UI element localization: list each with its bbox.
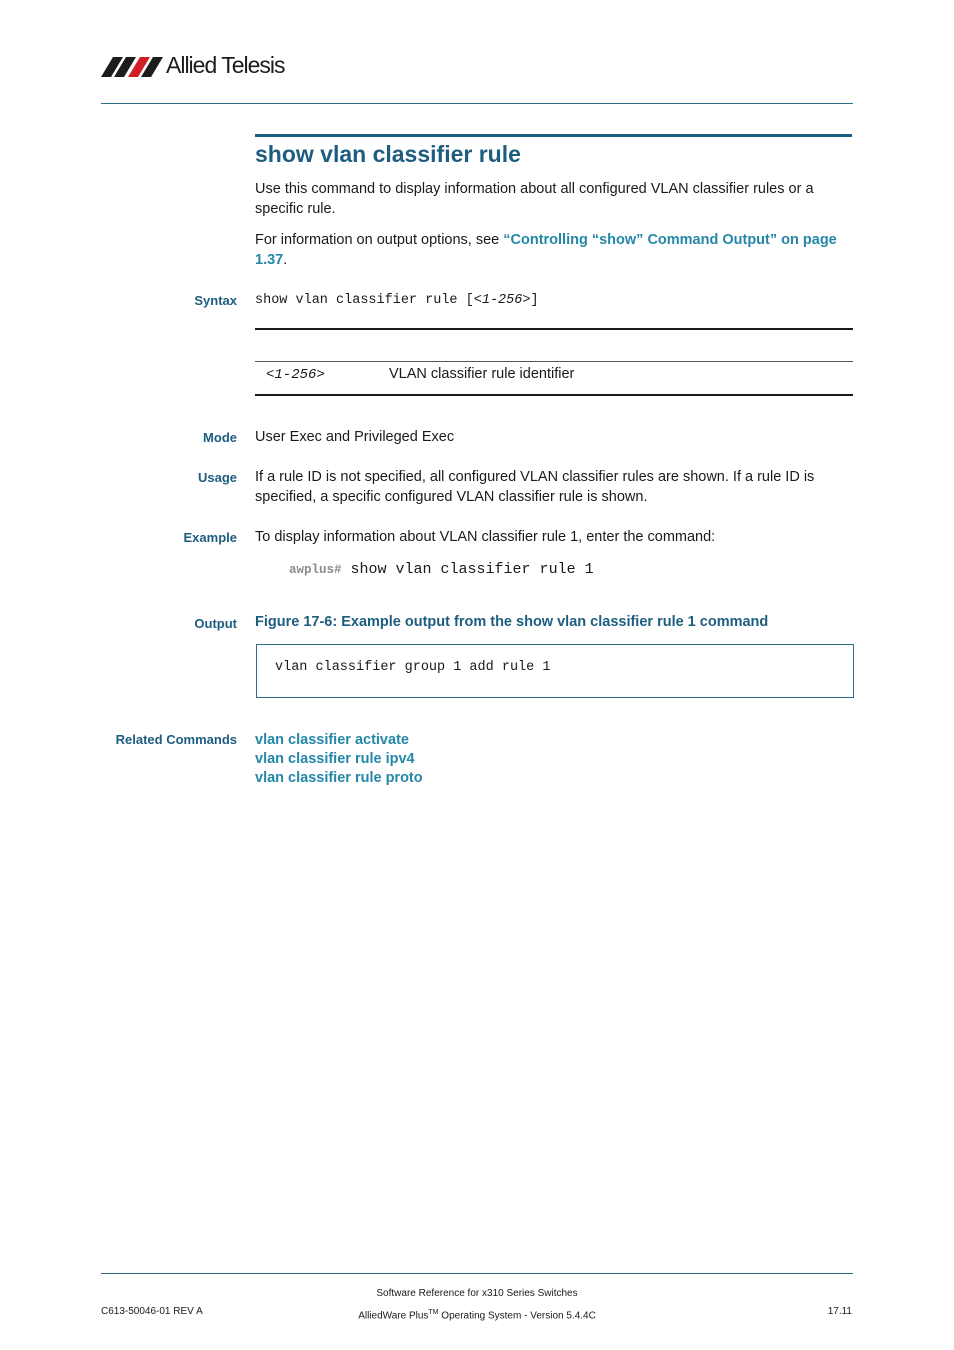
syntax-command: show vlan classifier rule [ <box>255 293 474 308</box>
param-table-header-rule <box>255 361 853 362</box>
param-description: VLAN classifier rule identifier <box>389 366 575 382</box>
related-label: Related Commands <box>115 732 237 747</box>
usage-text: If a rule ID is not specified, all configured VLAN classifier rules are shown. If a rule ID is specified, a specific configured VLAN classifier rule is shown. <box>255 469 815 505</box>
logo-mark-icon <box>101 53 163 77</box>
output-options-link[interactable]: “Controlling “show” Command Output” on page 1.37 <box>255 232 837 268</box>
allied-telesis-logo <box>101 50 285 80</box>
syntax-close: ] <box>530 293 539 308</box>
footer-version: Operating System - Version 5.4.4C <box>438 1310 596 1322</box>
output-label: Output <box>194 616 237 631</box>
syntax-line <box>255 293 539 308</box>
figure-caption: Figure 17-6: Example output from the show vlan classifier rule 1 command <box>255 614 769 630</box>
param-name: <1-256> <box>266 367 325 383</box>
syntax-param: <1-256> <box>473 293 531 308</box>
mode-text: User Exec and Privileged Exec <box>255 429 455 445</box>
related-link-rule-ipv4[interactable]: vlan classifier rule ipv4 <box>255 751 415 767</box>
header-rule <box>101 103 853 104</box>
footer-center <box>255 1284 699 1325</box>
related-link-activate[interactable]: vlan classifier activate <box>255 732 409 748</box>
output-box <box>256 644 854 698</box>
output-info-prefix: For information on output options, see <box>255 232 504 248</box>
related-commands-list <box>255 731 423 788</box>
mode-label: Mode <box>203 430 237 445</box>
title-bar <box>255 134 852 137</box>
output-info-suffix: . <box>283 251 288 268</box>
example-command: show vlan classifier rule 1 <box>350 561 594 578</box>
footer-doc-id: C613-50046-01 REV A <box>101 1306 203 1317</box>
intro-paragraph: Use this command to display information about all configured VLAN classifier rules or a specific rule. <box>255 181 814 217</box>
example-text: To display information about VLAN classifier rule 1, enter the command: <box>255 529 716 545</box>
param-table-bottom-rule <box>255 394 853 396</box>
cli-prompt: awplus# <box>289 563 342 577</box>
example-label: Example <box>183 530 237 545</box>
page-title: show vlan classifier rule <box>255 141 521 167</box>
footer-tm: TM <box>428 1309 439 1316</box>
logo-text: Allied Telesis <box>166 52 285 78</box>
syntax-label: Syntax <box>194 293 237 308</box>
related-link-rule-proto[interactable]: vlan classifier rule proto <box>255 770 423 786</box>
footer-product: AlliedWare Plus <box>358 1310 429 1322</box>
param-table-top-rule <box>255 328 853 330</box>
footer-page-number: 17.11 <box>827 1306 852 1317</box>
output-text: vlan classifier group 1 add rule 1 <box>275 660 551 675</box>
output-info-paragraph <box>255 231 845 270</box>
footer-title: Software Reference for x310 Series Switches <box>376 1288 578 1299</box>
footer-version-line <box>255 1303 699 1325</box>
usage-label: Usage <box>197 470 237 485</box>
example-command-line <box>289 561 594 578</box>
footer-rule <box>101 1273 853 1274</box>
